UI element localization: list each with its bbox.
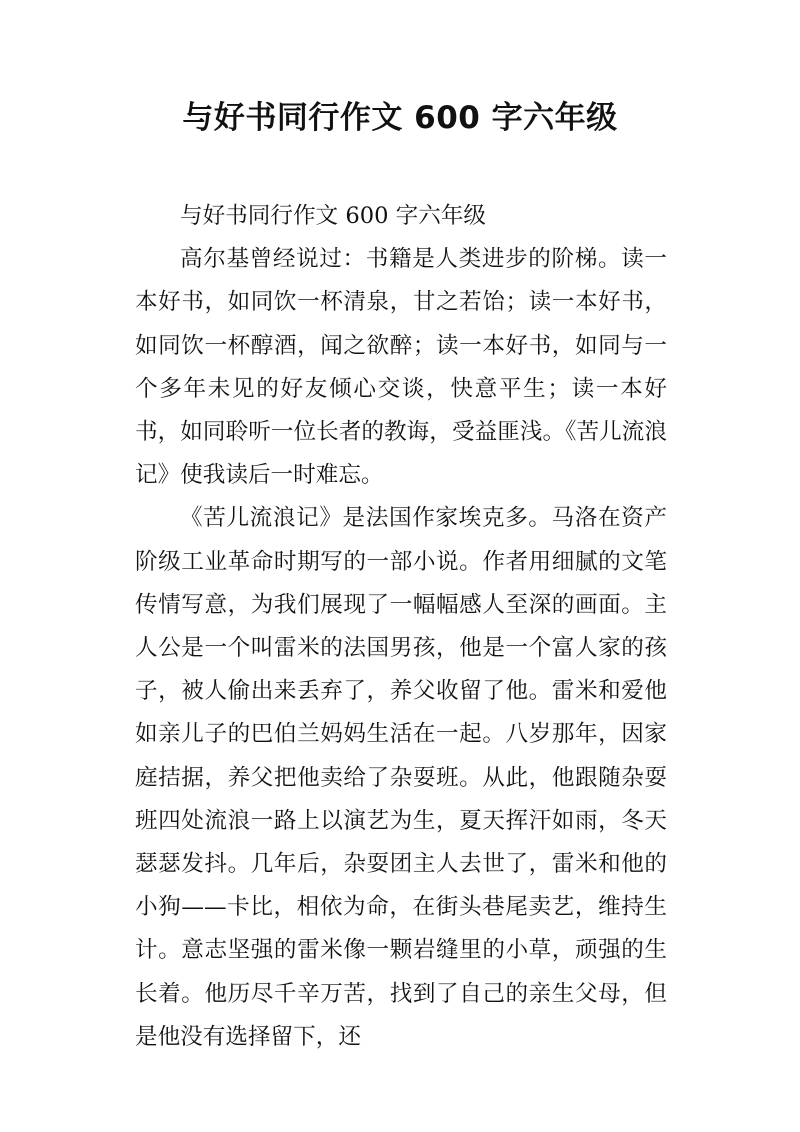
- document-title: 与好书同行作文 600 字六年级: [182, 100, 618, 136]
- paragraph-story: 《苦儿流浪记》是法国作家埃克多。马洛在资产阶级工业革命时期写的一部小说。作者用细腻的文笔传情写意，为我们展现了一幅幅感人至深的画面。主人公是一个叫雷米的法国男孩，他是一个富人家的孩子，被人偷出来丢弃了，养父收留了他。雷米和爱他如亲儿子的巴伯兰妈妈生活在一起。八岁那年，因家庭拮据，养父把他卖给了杂耍班。从此，他跟随杂耍班四处流浪一路上以演艺为生，夏天挥汗如雨，冬天瑟瑟发抖。几年后，杂耍团主人去世了，雷米和他的小狗——卡比，相依为命，在街头巷尾卖艺，维持生计。意志坚强的雷米像一颗岩缝里的小草，顽强的生长着。他历尽千辛万苦，找到了自己的亲生父母，但是他没有选择留下，还: [135, 505, 667, 1050]
- document-body: [135, 195, 667, 1059]
- paragraph-intro: 高尔基曾经说过：书籍是人类进步的阶梯。读一本好书，如同饮一杯清泉，甘之若饴；读一本好书，如同饮一杯醇酒，闻之欲醉；读一本好书，如同与一个多年未见的好友倾心交谈，快意平生；读一本好书，如同聆听一位长者的教诲，受益匪浅。《苦儿流浪记》使我读后一时难忘。: [135, 246, 667, 489]
- paragraph-heading-repeat: 与好书同行作文 600 字六年级: [180, 203, 487, 229]
